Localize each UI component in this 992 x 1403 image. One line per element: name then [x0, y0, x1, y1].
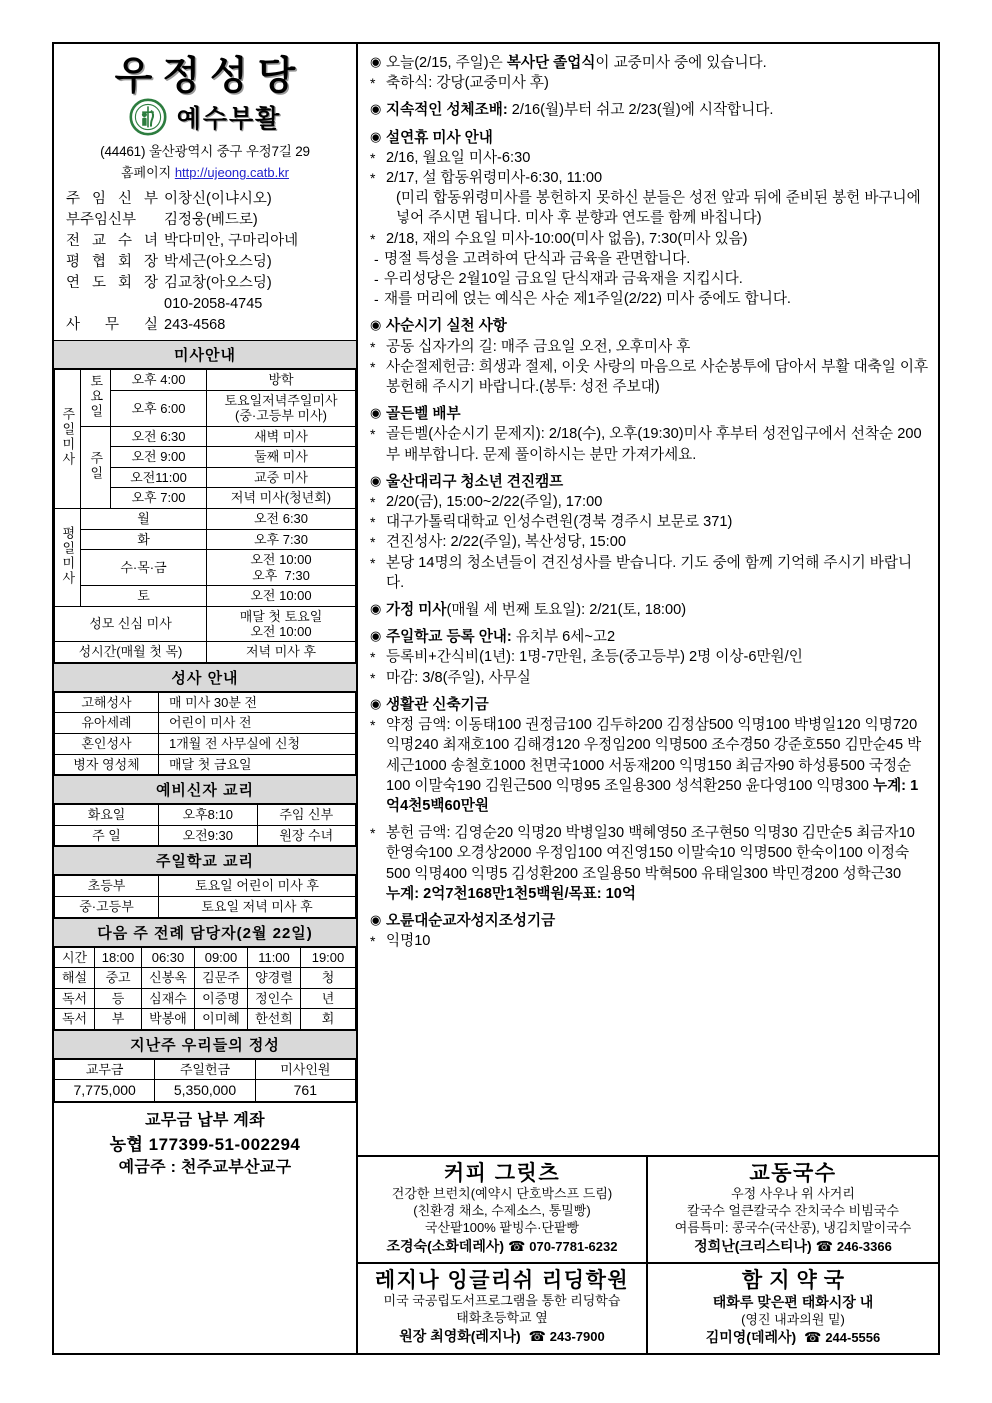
table-header-row — [55, 947, 356, 968]
catechumen-teacher: 주임 신부 — [257, 805, 356, 826]
duty-name: 년 — [301, 988, 356, 1009]
sacrament-label: 혼인성사 — [55, 733, 159, 754]
duty-header: 18:00 — [95, 947, 142, 968]
jesus-risen-text: 예수부활 — [176, 105, 282, 134]
staff-name: 김교창(아오스딩) — [164, 274, 272, 291]
telephone-icon: ☎ — [803, 1329, 822, 1346]
asterisk-icon: * — [370, 669, 376, 686]
announcement-sub — [370, 424, 929, 464]
offering-value: 7,775,000 — [55, 1080, 155, 1102]
staff-role: 부주임신부 — [66, 212, 137, 229]
dash-icon: - — [374, 291, 379, 308]
ad-hamji-pharmacy[interactable] — [648, 1264, 938, 1353]
bullet-icon: ◉ — [370, 54, 382, 69]
announcement-sub-text: 2/20(금), 15:00~2/22(주일), 17:00 — [386, 494, 603, 511]
ad-phone: 070-7781-6232 — [529, 1239, 618, 1255]
duty-name: 회 — [301, 1009, 356, 1030]
sacrament-value: 매 미사 30분 전 — [159, 692, 356, 713]
offering-header: 주일헌금 — [155, 1059, 255, 1080]
staff-row — [66, 294, 346, 315]
announcement-sub-text: 대구가톨릭대학교 인성수련원(경북 경주시 보문로 371) — [386, 514, 733, 531]
ad-line: 칼국수 얼큰칼국수 잔치국수 비빔국수 — [687, 1203, 899, 1219]
announcement-sub — [370, 492, 929, 512]
table-row — [55, 509, 356, 530]
bullet-icon: ◉ — [370, 317, 382, 333]
bullet-icon: ◉ — [370, 472, 382, 488]
offering-table — [54, 1059, 356, 1102]
duty-role: 독서 — [55, 988, 95, 1009]
asterisk-icon: * — [370, 514, 376, 531]
telephone-icon: ☎ — [815, 1238, 834, 1255]
ad-phone: 243-7900 — [549, 1329, 605, 1345]
announcement-sub — [370, 73, 929, 93]
staff-row — [66, 252, 346, 273]
asterisk-icon: * — [370, 649, 376, 666]
mass-time: 오전11:00 — [111, 467, 207, 488]
table-row — [55, 754, 356, 775]
announcement-item — [370, 472, 929, 492]
table-row — [55, 988, 356, 1009]
asterisk-icon: * — [370, 338, 376, 355]
announcement-sub-text: 공동 십자가의 길: 매주 금요일 오전, 오후미사 후 — [386, 338, 691, 355]
homepage-link[interactable]: http://ujeong.catb.kr — [174, 165, 290, 181]
announcement-sub-text: 사순절제헌금: 희생과 절제, 이웃 사랑의 마음으로 사순봉투에 담아서 부활 대축일 이후 봉헌해 주시기 바랍니다.(봉투: 성전 주보대) — [386, 358, 929, 396]
sacrament-label: 병자 영성체 — [55, 754, 159, 775]
duty-header: 19:00 — [301, 947, 356, 968]
announcement-item — [370, 100, 929, 120]
weekday-time: 오전 10:00 오후 7:30 — [207, 550, 356, 586]
announcement-sub — [370, 148, 929, 168]
announcements-list — [358, 44, 938, 1155]
ad-owner: 원장 최영화(레지나) — [399, 1328, 521, 1345]
ad-line: 태화초등학교 옆 — [456, 1310, 548, 1326]
mass-name: 새벽 미사 — [207, 426, 356, 447]
duty-header: 06:30 — [142, 947, 195, 968]
weekday-day: 화 — [81, 529, 207, 550]
bullet-icon: ◉ — [370, 101, 382, 117]
mass-name: 토요일저녁주일미사 (중·고등부 미사) — [207, 391, 356, 427]
table-row — [55, 825, 356, 846]
announcement-sub-text: 명절 특성을 고려하여 단식과 금육을 관면합니다. — [384, 250, 691, 267]
ad-owner: 조경숙(소화데레사) — [386, 1238, 505, 1255]
duty-header: 09:00 — [195, 947, 248, 968]
masthead-subrow — [58, 98, 352, 136]
announcement-sub-text: 익명10 — [386, 933, 431, 950]
offering-section-title: 지난주 우리들의 정성 — [54, 1030, 356, 1059]
sunday-school-section-title: 주일학교 교리 — [54, 846, 356, 875]
ad-title: 레지나 잉글리쉬 리딩학원 — [374, 1268, 630, 1292]
announcement-item — [370, 911, 929, 931]
ad-line: 건강한 브런치(예약시 단호박스프 드림) — [391, 1186, 613, 1202]
announcement-text: 가정 미사(매월 세 번째 토요일): 2/21(토, 18:00) — [386, 602, 687, 619]
announcement-sub-text: 2/17, 설 합동위령미사-6:30, 11:00 — [386, 170, 603, 187]
asterisk-icon: * — [370, 149, 376, 166]
announcement-sub — [370, 647, 929, 667]
spacer — [370, 188, 386, 228]
fund-total: 누계: 2억7천168만1천5백원/목표: 10억 — [386, 885, 637, 902]
table-header-row — [55, 1059, 356, 1080]
bullet-icon: ◉ — [370, 695, 382, 711]
staff-name: 김정웅(베드로) — [164, 212, 258, 229]
holy-hour-label: 성시간(매월 첫 목) — [55, 642, 207, 663]
duty-name: 이미혜 — [195, 1009, 248, 1030]
staff-role: 평 협 회 장 — [66, 253, 158, 270]
catechumen-day: 주 일 — [55, 825, 159, 846]
church-address: (44461) 울산광역시 중구 우정7길 29 — [100, 144, 310, 160]
staff-row — [66, 315, 346, 336]
holy-hour-time: 저녁 미사 후 — [207, 642, 356, 663]
sacrament-label: 고해성사 — [55, 692, 159, 713]
asterisk-icon: * — [370, 825, 376, 842]
duty-name: 신봉옥 — [142, 968, 195, 989]
ad-contact — [362, 1327, 642, 1347]
bullet-icon: ◉ — [370, 601, 382, 617]
marian-mass-label: 성모 신심 미사 — [55, 606, 207, 642]
dash-icon: - — [374, 271, 379, 288]
announcement-title: 골든벨 배부 — [386, 406, 461, 423]
weekday-day: 수·목·금 — [81, 550, 207, 586]
account-title: 교무금 납부 계좌 — [145, 1112, 265, 1130]
duty-name: 박봉애 — [142, 1009, 195, 1030]
mass-time: 오전 6:30 — [111, 426, 207, 447]
sacrament-value: 어린이 미사 전 — [159, 713, 356, 734]
announcement-text: 오늘(2/15, 주일)은 복사단 졸업식이 교중미사 중에 있습니다. — [386, 55, 767, 71]
ad-line: 우정 사우나 위 사거리 — [731, 1186, 855, 1202]
dash-icon: - — [374, 250, 379, 267]
duty-name: 등 — [95, 988, 142, 1009]
catechumen-time: 오전9:30 — [159, 825, 258, 846]
school-value: 토요일 저녁 미사 후 — [159, 896, 356, 917]
announcement-sub — [370, 337, 929, 357]
announcement-sub — [370, 269, 929, 289]
announcement-text: 주일학교 등록 안내: 유치부 6세~고2 — [386, 629, 616, 646]
staff-role: 사 무 실 — [66, 316, 158, 333]
ad-phone: 246-3366 — [836, 1239, 892, 1255]
bullet-icon: ◉ — [370, 911, 382, 927]
announcement-sub-text: 견진성사: 2/22(주일), 복산성당, 15:00 — [386, 534, 626, 551]
announcement-sub — [370, 188, 929, 228]
staff-row — [66, 273, 346, 294]
staff-phone: 010-2058-4745 — [164, 295, 263, 312]
table-row — [55, 733, 356, 754]
announcement-sub — [370, 249, 929, 269]
mass-section-title: 미사안내 — [54, 340, 356, 369]
ad-gyodong-noodles[interactable] — [648, 1157, 938, 1264]
office-phone: 243-4568 — [164, 316, 226, 333]
duty-name: 한선희 — [248, 1009, 301, 1030]
announcement-sub — [370, 512, 929, 532]
duty-header: 시간 — [55, 947, 95, 968]
mass-time: 오전 9:00 — [111, 447, 207, 468]
duty-name: 심재수 — [142, 988, 195, 1009]
asterisk-icon: * — [370, 494, 376, 511]
announcement-title: 생활관 신축기금 — [386, 696, 489, 713]
sacraments-section-title: 성사 안내 — [54, 663, 356, 692]
announcement-sub — [370, 715, 929, 816]
announcement-sub-text: 재를 머리에 얹는 예식은 사순 제1주일(2/22) 미사 중에도 합니다. — [384, 291, 791, 308]
duty-name: 양경렬 — [248, 968, 301, 989]
sunday-mass-label: 주일미사 — [55, 370, 81, 509]
ad-line: (영진 내과의원 밑) — [741, 1311, 845, 1327]
asterisk-icon: * — [370, 933, 376, 950]
homepage-line — [58, 162, 352, 181]
catechumen-table — [54, 804, 356, 846]
duty-name: 김문주 — [195, 968, 248, 989]
telephone-icon: ☎ — [528, 1328, 546, 1345]
sacrament-value: 1개월 전 사무실에 신청 — [159, 733, 356, 754]
announcement-sub-text: 2/18, 재의 수요일 미사-10:00(미사 없음), 7:30(미사 있음) — [386, 230, 748, 247]
asterisk-icon: * — [370, 554, 376, 571]
announcement-sub-text: 골든벨(사순시기 문제지): 2/18(수), 오후(19:30)미사 후부터 성전입구에서 선착순 200부 배부합니다. 문제 풀이하시는 분만 가져가세요. — [386, 426, 922, 463]
duty-name: 정인수 — [248, 988, 301, 1009]
table-row — [55, 370, 356, 391]
sacrament-value: 매달 첫 금요일 — [159, 754, 356, 775]
asterisk-icon: * — [370, 170, 376, 187]
duty-name: 중고 — [95, 968, 142, 989]
table-row — [55, 1080, 356, 1102]
table-row — [55, 642, 356, 663]
table-row — [55, 426, 356, 447]
ad-coffee-grits[interactable] — [358, 1157, 648, 1264]
announcement-sub — [370, 532, 929, 552]
staff-role-empty — [66, 294, 158, 315]
advertisements — [358, 1155, 938, 1353]
duty-role: 해설 — [55, 968, 95, 989]
asterisk-icon: * — [370, 717, 376, 734]
catechumen-time: 오후8:10 — [159, 805, 258, 826]
staff-name: 박다미안, 구마리아네 — [164, 233, 299, 250]
announcement-sub — [370, 168, 929, 188]
ad-title: 교동국수 — [749, 1161, 837, 1185]
ad-line: 태화루 맞은편 태화시장 내 — [712, 1294, 874, 1311]
ad-line: 미국 국공립도서프로그램을 통한 리딩학습 — [383, 1293, 621, 1309]
announcement-title: 울산대리구 청소년 견진캠프 — [386, 473, 564, 490]
announcement-sub-text: (미리 합동위령미사를 봉헌하지 못하신 분들은 성전 앞과 뒤에 준비된 봉헌 바구니에 넣어 주시면 됩니다. 미사 후 분향과 연도를 함께 바칩니다) — [396, 190, 921, 227]
table-row — [55, 876, 356, 897]
mass-name: 방학 — [207, 370, 356, 391]
catechumen-section-title: 예비신자 교리 — [54, 775, 356, 804]
table-row — [55, 585, 356, 606]
announcement-title: 설연휴 미사 안내 — [386, 129, 493, 146]
table-row — [55, 606, 356, 642]
weekday-time: 오전 6:30 — [207, 509, 356, 530]
marian-mass-time: 매달 첫 토요일 오전 10:00 — [207, 606, 356, 642]
mass-time: 오후 7:00 — [111, 488, 207, 509]
mass-name: 저녁 미사(청년회) — [207, 488, 356, 509]
ad-title: 함지약국 — [741, 1268, 852, 1292]
bullet-icon: ◉ — [370, 128, 382, 144]
weekday-mass-label: 평일미사 — [55, 509, 81, 606]
announcement-item — [370, 128, 929, 148]
announcement-item — [370, 316, 929, 336]
mass-time: 오후 6:00 — [111, 391, 207, 427]
staff-name: 이창신(이냐시오) — [164, 191, 272, 208]
weekday-time: 오후 7:30 — [207, 529, 356, 550]
sacraments-table — [54, 692, 356, 775]
left-column — [54, 44, 358, 1353]
announcement-sub-text: 2/16, 월요일 미사-6:30 — [386, 149, 531, 166]
mass-time: 오후 4:00 — [111, 370, 207, 391]
weekday-day: 토 — [81, 585, 207, 606]
announcement-sub — [370, 553, 929, 593]
ad-contact — [652, 1328, 934, 1348]
account-holder: 예금주 : 천주교부산교구 — [118, 1159, 292, 1177]
asterisk-icon: * — [370, 75, 376, 92]
school-value: 토요일 어린이 미사 후 — [159, 876, 356, 897]
staff-row — [66, 231, 346, 252]
right-column — [358, 44, 938, 1353]
staff-list — [54, 185, 356, 340]
staff-role: 전 교 수 녀 — [66, 233, 158, 250]
masthead — [54, 44, 356, 185]
announcement-sub-text: 등록비+간식비(1년): 1명-7만원, 초등(중고등부) 2명 이상-6만원/인 — [386, 649, 803, 666]
announcement-sub — [370, 229, 929, 249]
table-row — [55, 692, 356, 713]
ad-line: 여름특미: 콩국수(국산콩), 냉김치말이국수 — [674, 1220, 912, 1236]
mass-name: 교중 미사 — [207, 467, 356, 488]
spacer — [370, 884, 386, 904]
announcement-item — [370, 404, 929, 424]
announcement-sub — [370, 823, 929, 884]
school-label: 초등부 — [55, 876, 159, 897]
offering-donor-list: 봉헌 금액: 김영순20 익명20 박병일30 백혜영50 조구현50 익명30 김만순5 최금자10 한영숙100 오경상2000 우정임100 여진영150 이말숙10 익명500 한숙이100 이정숙500 익명400 익명5 김성환200 조일용50 박혁500 유태일300 박민경200 성학근30 — [386, 825, 915, 882]
announcement-sub — [370, 289, 929, 309]
duty-name: 부 — [95, 1009, 142, 1030]
asterisk-icon: * — [370, 426, 376, 443]
offering-header: 교무금 — [55, 1059, 155, 1080]
announcement-sub-text: 본당 14명의 청소년들이 견진성사를 받습니다. 기도 중에 함께 기억해 주시기 바랍니다. — [386, 554, 913, 591]
sunday-school-table — [54, 875, 356, 917]
table-row — [55, 968, 356, 989]
catechumen-day: 화요일 — [55, 805, 159, 826]
staff-row — [66, 210, 346, 231]
sacrament-label: 유아세례 — [55, 713, 159, 734]
asterisk-icon: * — [370, 534, 376, 551]
saturday-label: 토요일 — [81, 370, 111, 426]
weekday-time: 오전 10:00 — [207, 585, 356, 606]
announcement-sub — [370, 884, 929, 904]
duty-role: 독서 — [55, 1009, 95, 1030]
liturgy-duty-table — [54, 947, 356, 1030]
table-row — [55, 896, 356, 917]
staff-role: 주 임 신 부 — [66, 191, 158, 208]
duty-name: 이증명 — [195, 988, 248, 1009]
church-name: 우정성당 — [114, 55, 306, 98]
mass-name: 둘째 미사 — [207, 447, 356, 468]
duty-header: 11:00 — [248, 947, 301, 968]
announcement-item — [370, 695, 929, 715]
mass-schedule-table — [54, 369, 356, 662]
sunday-label: 주일 — [81, 426, 111, 508]
announcement-sub — [370, 357, 929, 397]
staff-name: 박세근(아오스딩) — [164, 253, 272, 270]
announcement-item — [370, 627, 929, 647]
table-row — [55, 550, 356, 586]
announcement-item — [370, 53, 929, 73]
staff-role: 연 도 회 장 — [66, 274, 158, 291]
table-row — [55, 713, 356, 734]
announcement-sub — [370, 668, 929, 688]
pledge-donor-list: 약정 금액: 이동태100 권정금100 김두하200 김정삼500 익명100 박병일120 익명720 익명240 최재호100 김해경120 우정임200 익명500 조수경50 강준호550 김만순45 박세근1000 송철호1000 천면국1000 서동재200 익명150 최금자90 하성룡500 국정순100 이말숙190 김원근500 익명95 조일용300 성석환250 윤다영100 익명300 누계: 1억4천5백60만원 — [386, 717, 922, 814]
staff-row — [66, 189, 346, 210]
offering-header: 미사인원 — [255, 1059, 355, 1080]
announcement-sub-text: 우리성당은 2월10일 금요일 단식재과 금육재을 지킵시다. — [384, 271, 743, 288]
ad-line: (친환경 채소, 수제소스, 통밀빵) — [413, 1203, 591, 1219]
ad-line: 국산팥100% 팥빙수·단팥빵 — [424, 1220, 580, 1236]
ad-regina-english-reading[interactable] — [358, 1264, 648, 1353]
announcement-sub — [370, 931, 929, 951]
announcement-item — [370, 600, 929, 620]
announcement-sub-text: 축하식: 강당(교중미사 후) — [386, 75, 549, 92]
table-row — [55, 1009, 356, 1030]
offering-value: 761 — [255, 1080, 355, 1102]
announcement-title: 사순시기 실천 사항 — [386, 318, 507, 335]
payment-account-block — [54, 1102, 356, 1186]
duty-name: 청 — [301, 968, 356, 989]
account-number: 농협 177399-51-002294 — [109, 1135, 301, 1154]
ad-owner: 김미영(데레사) — [705, 1329, 797, 1346]
church-emblem-icon — [129, 98, 167, 136]
announcement-title: 오륜대순교자성지조성기금 — [386, 912, 556, 929]
ad-contact — [362, 1237, 642, 1257]
weekday-day: 월 — [81, 509, 207, 530]
bullet-icon: ◉ — [370, 405, 382, 421]
catechumen-teacher: 원장 수녀 — [257, 825, 356, 846]
asterisk-icon: * — [370, 358, 376, 375]
ad-title: 커피 그릿츠 — [443, 1161, 561, 1185]
announcement-text: 지속적인 성체조배: 2/16(월)부터 쉬고 2/23(월)에 시작합니다. — [386, 102, 774, 119]
school-label: 중·고등부 — [55, 896, 159, 917]
ad-phone: 244-5556 — [825, 1330, 881, 1346]
ad-owner: 정희난(크리스티나) — [694, 1238, 812, 1255]
bullet-icon: ◉ — [370, 628, 382, 644]
homepage-label: 홈페이지 — [120, 165, 172, 181]
ad-contact — [652, 1237, 934, 1257]
offering-value: 5,350,000 — [155, 1080, 255, 1102]
announcement-sub-text: 마감: 3/8(주일), 사무실 — [386, 669, 531, 686]
bulletin-frame — [52, 42, 940, 1355]
liturgy-duty-section-title: 다음 주 전례 담당자(2월 22일) — [54, 918, 356, 947]
table-row — [55, 805, 356, 826]
telephone-icon: ☎ — [507, 1238, 526, 1255]
table-row — [55, 529, 356, 550]
asterisk-icon: * — [370, 230, 376, 247]
